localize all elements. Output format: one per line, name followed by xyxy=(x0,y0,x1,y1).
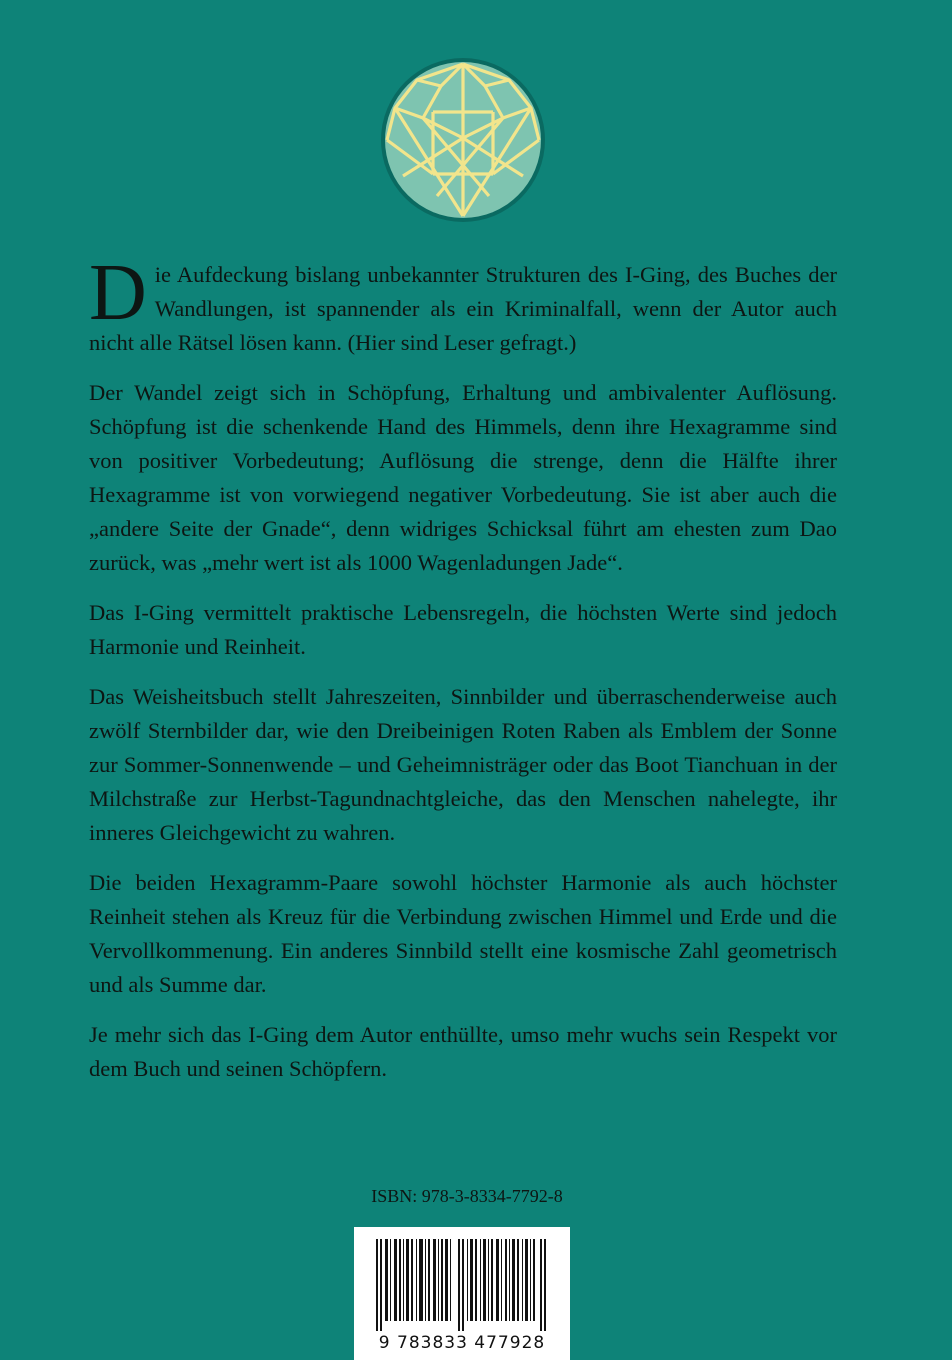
hexagram-crystal-icon xyxy=(379,56,547,224)
barcode-digits: 9 783833 477928 xyxy=(378,1333,546,1353)
blurb-text xyxy=(89,249,837,1102)
blurb-paragraph-1-text: ie Aufdeckung bislang unbekannter Strukturen des I-Ging, des Buches der Wandlungen, ist spannender als ein Kriminalfall, wenn der Autor auch nicht alle Rätsel lösen kann. (Hier sind Leser gefragt.) xyxy=(89,262,837,355)
blurb-paragraph-5: Die beiden Hexagramm-Paare sowohl höchster Harmonie als auch höchster Reinheit stehen als Kreuz für die Verbindung zwischen Himmel und Erde und die Vervollkommenung. Ein anderes Sinnbild stellt eine kosmische Zahl geometrisch und als Summe dar. xyxy=(89,870,837,997)
blurb-paragraph-2: Der Wandel zeigt sich in Schöpfung, Erhaltung und ambivalenter Auflösung. Schöpfung ist die schenkende Hand des Himmels, denn ihre Hexagramme sind von positiver Vorbedeutung; Auflösung die strenge, denn die Hälfte ihrer Hexagramme ist von vorwiegend negativer Vorbedeutung. Sie ist aber auch die „andere Seite der Gnade“, denn widriges Schicksal führt am ehesten zum Dao zurück, was „mehr wert ist als 1000 Wagenladungen Jade“. xyxy=(89,380,837,575)
blurb-paragraph-3: Das I-Ging vermittelt praktische Lebensregeln, die höchsten Werte sind jedoch Harmonie und Reinheit. xyxy=(89,600,837,659)
barcode xyxy=(354,1227,570,1360)
drop-cap: D xyxy=(89,249,147,337)
blurb-paragraph-4: Das Weisheitsbuch stellt Jahreszeiten, Sinnbilder und überraschenderweise auch zwölf Sternbilder dar, wie den Dreibeinigen Roten Raben als Emblem der Sonne zur Sommer-Sonnenwende – und Geheimnisträger oder das Boot Tianchuan in der Milchstraße zur Herbst-Tagundnachtgleiche, das den Menschen nahelegte, ihr inneres Gleichgewicht zu wahren. xyxy=(89,684,837,845)
blurb-paragraph-1 xyxy=(89,249,837,360)
blurb-paragraph-6: Je mehr sich das I-Ging dem Autor enthüllte, umso mehr wuchs sein Respekt vor dem Buch und seinen Schöpfern. xyxy=(89,1022,837,1081)
barcode-icon xyxy=(354,1227,570,1333)
isbn-label: ISBN: 978-3-8334-7792-8 xyxy=(371,1186,563,1206)
